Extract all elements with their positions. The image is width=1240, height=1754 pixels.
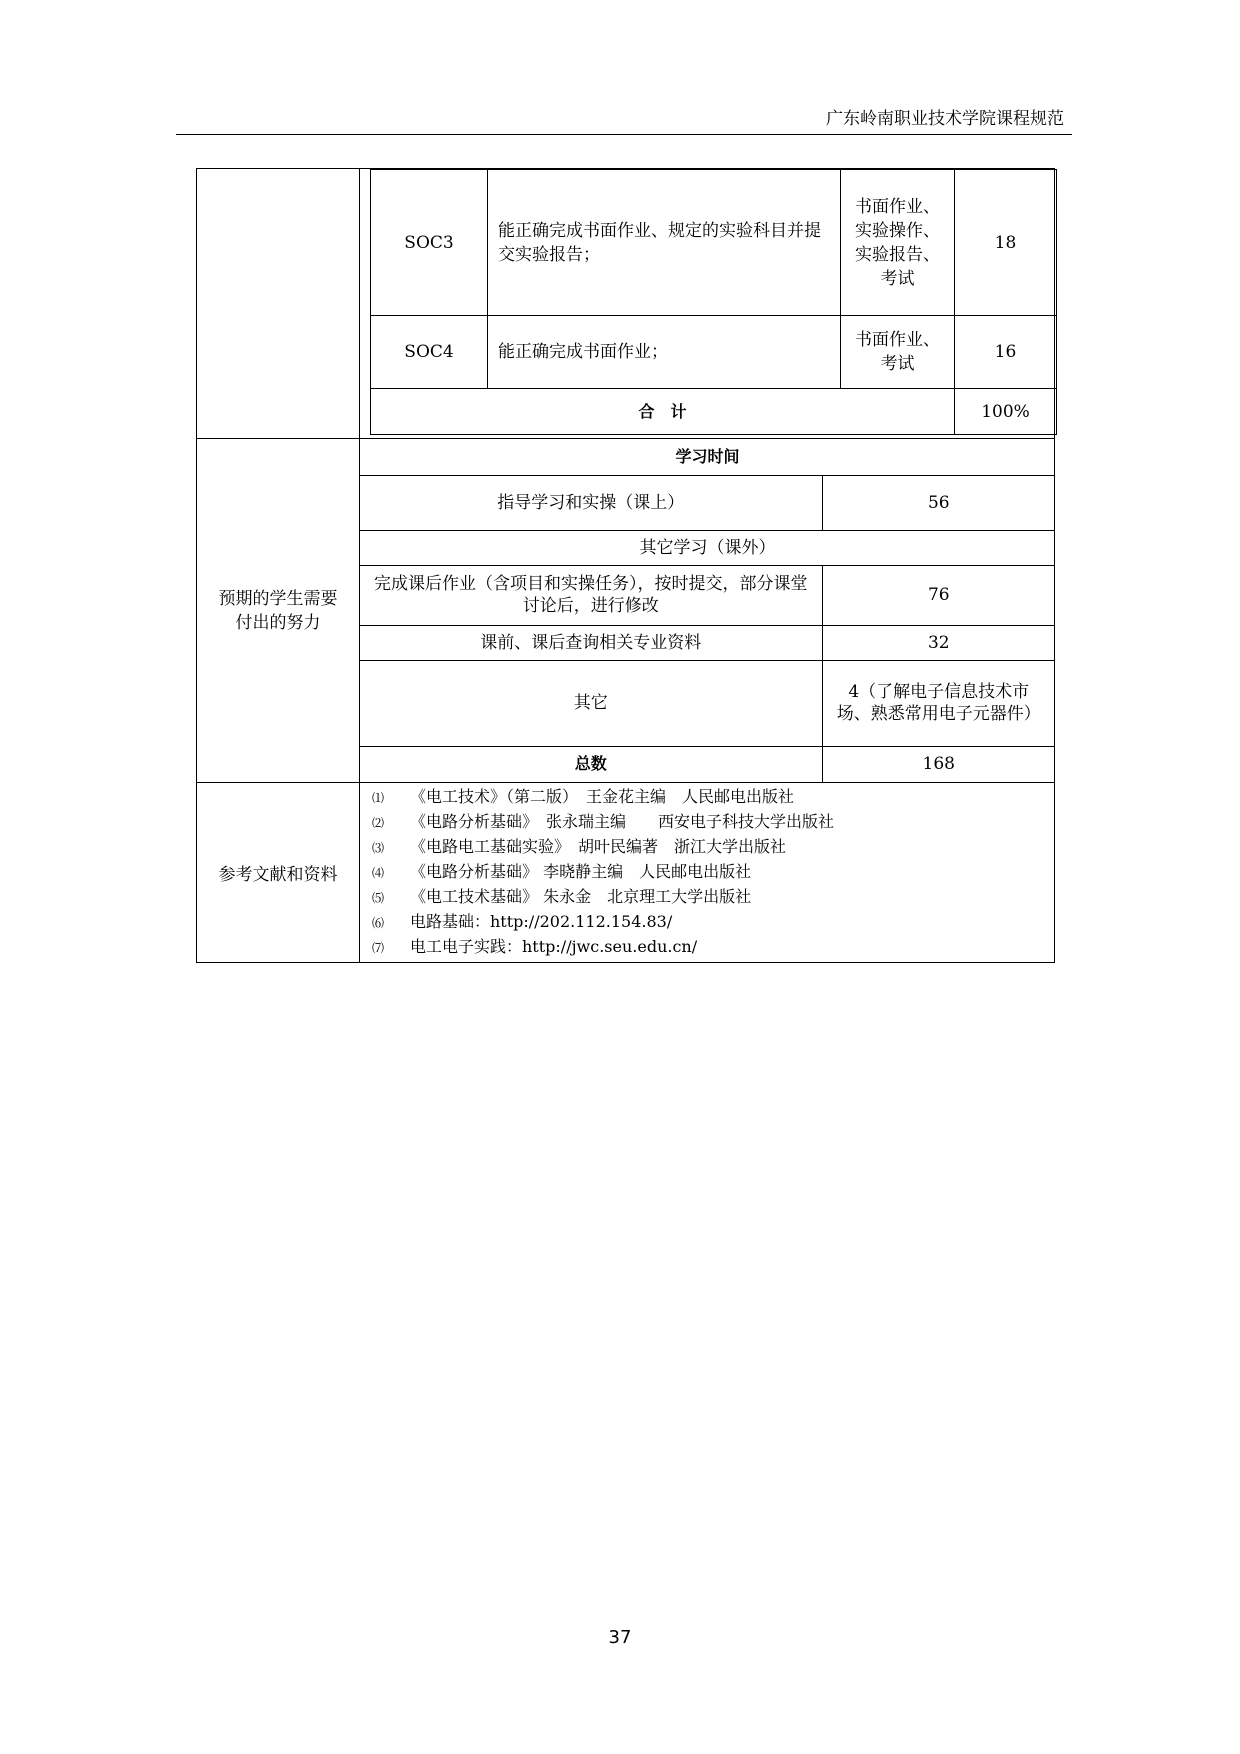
homework-value: 76	[822, 565, 1055, 625]
references-label: 参考文献和资料	[197, 783, 360, 963]
list-item: ⑷ 《电路分析基础》 李晓静主编 人民邮电出版社	[372, 862, 752, 881]
assessment-label-cell	[197, 169, 360, 439]
other-label: 其它	[360, 660, 822, 746]
research-label: 课前、课后查询相关专业资料	[360, 625, 822, 660]
effort-label: 预期的学生需要付出的努力	[197, 439, 360, 783]
outcome-description: 能正确完成书面作业、规定的实验科目并提交实验报告；	[488, 170, 841, 316]
table-row	[371, 316, 1057, 389]
study-time-table	[360, 439, 1055, 782]
page-number: 37	[608, 1627, 632, 1648]
list-item: ⑺ 电工电子实践：http://jwc.seu.edu.cn/	[372, 937, 698, 956]
list-item: ⑸ 《电工技术基础》 朱永金 北京理工大学出版社	[372, 887, 752, 906]
table-row	[360, 439, 1055, 475]
effort-total-value: 168	[822, 746, 1055, 782]
course-spec-table	[196, 168, 1055, 963]
list-item: ⑴ 《电工技术》（第二版） 王金花主编 人民邮电出版社	[372, 787, 795, 806]
list-item: ⑹ 电路基础：http://202.112.154.83/	[372, 912, 673, 931]
effort-cell	[360, 439, 1055, 783]
outcome-weight: 18	[955, 170, 1057, 316]
assessment-total-value: 100%	[955, 389, 1057, 435]
table-row	[360, 530, 1055, 565]
research-value: 32	[822, 625, 1055, 660]
other-value: 4（了解电子信息技术市场、熟悉常用电子元器件）	[822, 660, 1055, 746]
page-header: 广东岭南职业技术学院课程规范	[826, 109, 1064, 129]
header-divider	[176, 134, 1072, 135]
table-row	[371, 389, 1057, 435]
references-list	[360, 783, 1055, 963]
guided-study-value: 56	[822, 475, 1055, 530]
assessment-total-label: 合 计	[371, 389, 955, 435]
table-row	[360, 565, 1055, 625]
guided-study-label: 指导学习和实操（课上）	[360, 475, 822, 530]
table-row	[360, 475, 1055, 530]
outcome-description: 能正确完成书面作业；	[488, 316, 841, 389]
outcome-weight: 16	[955, 316, 1057, 389]
study-time-title: 学习时间	[360, 439, 1055, 475]
list-item: ⑵ 《电路分析基础》 张永瑞主编 西安电子科技大学出版社	[372, 812, 835, 831]
table-row	[360, 746, 1055, 782]
assessment-table	[370, 169, 1057, 435]
table-row	[371, 170, 1057, 316]
assessment-method: 书面作业、实验操作、实验报告、考试	[841, 170, 955, 316]
assessment-cell	[360, 169, 1055, 439]
list-item: ⑶ 《电路电工基础实验》 胡叶民编著 浙江大学出版社	[372, 837, 787, 856]
other-study-header: 其它学习（课外）	[360, 530, 1055, 565]
table-row	[360, 660, 1055, 746]
effort-total-label: 总数	[360, 746, 822, 782]
outcome-code: SOC3	[371, 170, 488, 316]
assessment-method: 书面作业、考试	[841, 316, 955, 389]
homework-label: 完成课后作业（含项目和实操任务），按时提交，部分课堂讨论后，进行修改	[360, 565, 822, 625]
table-row	[360, 625, 1055, 660]
outcome-code: SOC4	[371, 316, 488, 389]
